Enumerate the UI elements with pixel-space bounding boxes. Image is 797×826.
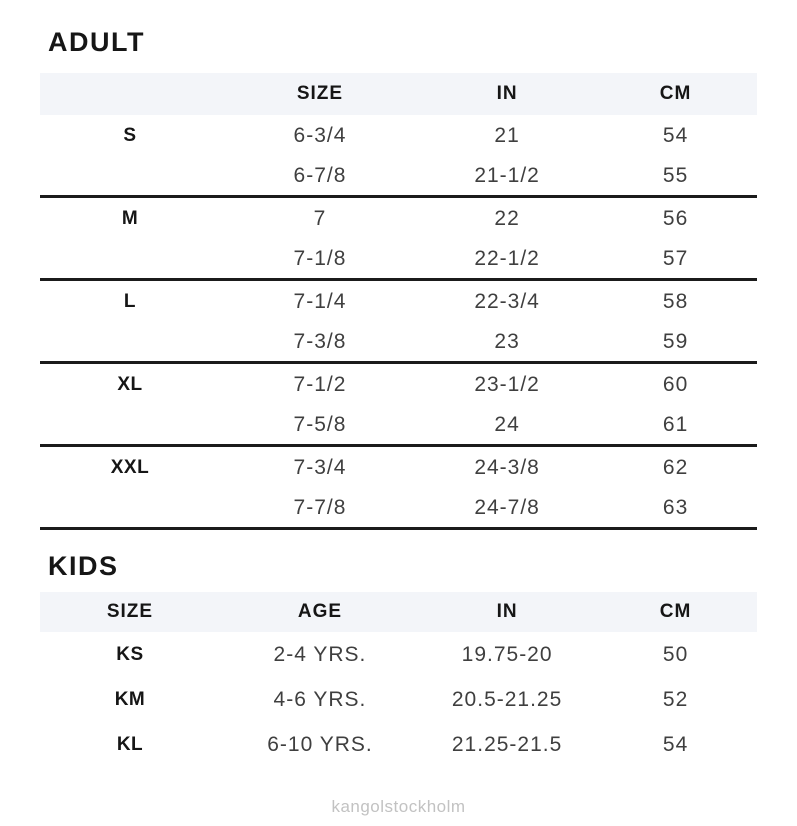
cell-size: 7 — [313, 206, 327, 230]
cell-cm: 55 — [662, 163, 689, 187]
kids-header-cm: CM — [659, 601, 692, 622]
size-chart-page — [0, 29, 797, 826]
adult-table-header-row — [40, 73, 757, 115]
cell-in: 24-7/8 — [474, 495, 540, 519]
kids-size-label: KS — [116, 643, 144, 665]
adult-header-size: SIZE — [296, 83, 344, 104]
table-row — [40, 406, 757, 448]
cell-size: 7-1/4 — [293, 289, 347, 313]
cell-cm: 58 — [662, 289, 689, 313]
cell-cm: 50 — [662, 642, 689, 666]
cell-size: 7-5/8 — [293, 412, 347, 436]
size-group-label: XXL — [110, 456, 150, 478]
size-group-label: S — [123, 124, 137, 146]
brand-watermark: kangolstockholm — [331, 797, 466, 816]
cell-size: 6-3/4 — [293, 123, 347, 147]
kids-size-label: KL — [116, 733, 144, 755]
kids-size-label: KM — [114, 688, 146, 710]
kids-header-size: SIZE — [106, 601, 154, 622]
cell-in: 22 — [494, 206, 520, 230]
cell-in: 21.25-21.5 — [451, 732, 563, 756]
cell-cm: 61 — [662, 412, 689, 436]
cell-in: 21 — [494, 123, 520, 147]
kids-size-table — [40, 592, 757, 767]
cell-size: 7-1/8 — [293, 246, 347, 270]
cell-in: 22-1/2 — [474, 246, 540, 270]
table-row — [40, 489, 757, 531]
table-row — [40, 240, 757, 282]
cell-in: 19.75-20 — [461, 642, 553, 666]
table-row — [40, 364, 757, 406]
cell-age: 2-4 YRS. — [273, 642, 367, 666]
cell-in: 24-3/8 — [474, 455, 540, 479]
kids-section-title: KIDS — [48, 551, 119, 581]
adult-size-table — [40, 73, 757, 530]
cell-size: 6-7/8 — [293, 163, 347, 187]
table-row — [40, 281, 757, 323]
cell-cm: 57 — [662, 246, 689, 270]
cell-cm: 59 — [662, 329, 689, 353]
cell-in: 23 — [494, 329, 520, 353]
kids-header-age: AGE — [297, 601, 343, 622]
table-row — [40, 115, 757, 157]
kids-header-in: IN — [496, 601, 518, 622]
cell-cm: 62 — [662, 455, 689, 479]
cell-cm: 54 — [662, 732, 689, 756]
size-group-label: XL — [117, 373, 143, 395]
cell-in: 24 — [494, 412, 520, 436]
table-row — [40, 722, 757, 767]
table-row — [40, 198, 757, 240]
cell-in: 20.5-21.25 — [451, 687, 563, 711]
cell-cm: 60 — [662, 372, 689, 396]
adult-header-in: IN — [496, 83, 518, 104]
cell-size: 7-3/8 — [293, 329, 347, 353]
size-group-label: M — [121, 207, 139, 229]
table-row — [40, 632, 757, 677]
cell-in: 23-1/2 — [474, 372, 540, 396]
cell-size: 7-7/8 — [293, 495, 347, 519]
table-row — [40, 447, 757, 489]
cell-cm: 54 — [662, 123, 689, 147]
cell-cm: 52 — [662, 687, 689, 711]
size-group-label: L — [123, 290, 137, 312]
cell-age: 4-6 YRS. — [273, 687, 367, 711]
adult-header-cm: CM — [659, 83, 692, 104]
cell-age: 6-10 YRS. — [267, 732, 373, 756]
cell-cm: 63 — [662, 495, 689, 519]
cell-cm: 56 — [662, 206, 689, 230]
cell-size: 7-1/2 — [293, 372, 347, 396]
table-row — [40, 157, 757, 199]
kids-table-header-row — [40, 592, 757, 632]
table-row — [40, 323, 757, 365]
adult-section-title: ADULT — [48, 27, 145, 57]
table-row — [40, 677, 757, 722]
cell-size: 7-3/4 — [293, 455, 347, 479]
cell-in: 21-1/2 — [474, 163, 540, 187]
cell-in: 22-3/4 — [474, 289, 540, 313]
